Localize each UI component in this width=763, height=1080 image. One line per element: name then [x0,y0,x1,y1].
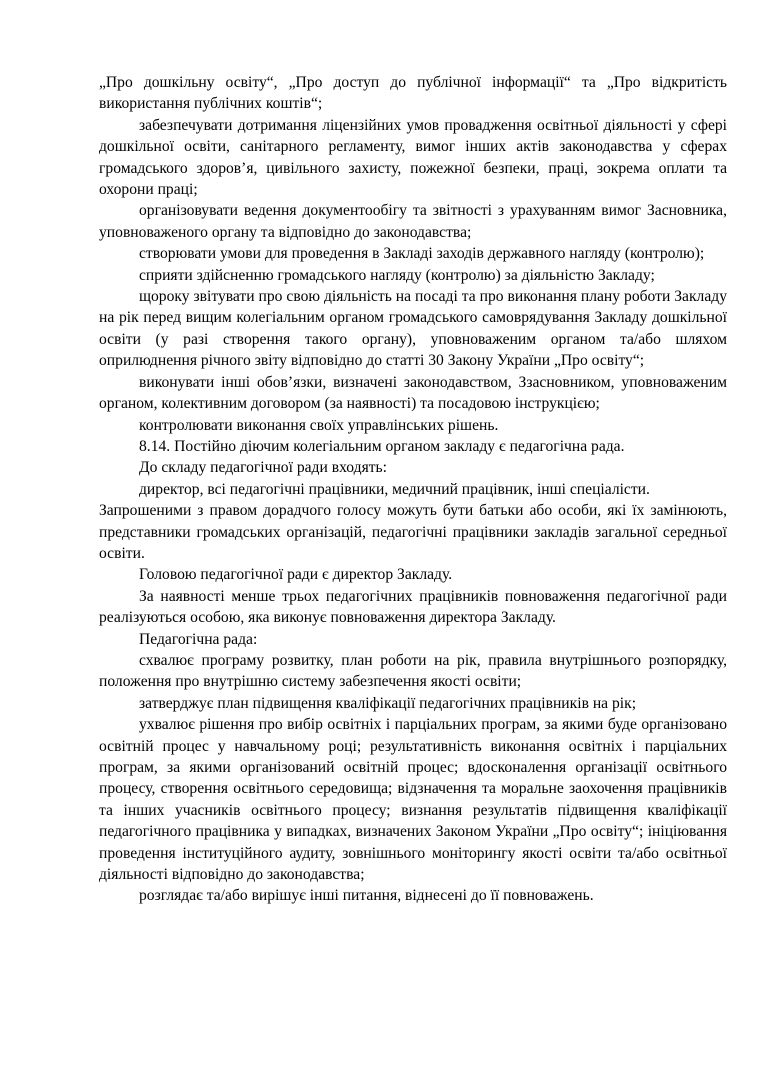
paragraph-decisions-programs: ухвалює рішення про вибір освітніх і парціальних програм, за якими буде організовано освітній процес у навчальному році; результативність виконання освітніх і парціальних програм, за якими організований освітній процес; вдосконалення організації освітнього процесу, створення освітнього середовища; відзначення та моральне заохочення працівників та інших учасників освітнього процесу; визнання результатів підвищення кваліфікації педагогічного працівника у випадках, визначених Законом України „Про освіту“; ініціювання проведення інституційного аудиту, зовнішнього моніторингу якості освіти та/або освітньої діяльності відповідно до законодавства; [99,716,727,884]
paragraph-qualification-plan: затверджує план підвищення кваліфікації педагогічних працівників на рік; [139,694,637,712]
paragraph-licensing-compliance: забезпечувати дотримання ліцензійних умов провадження освітньої діяльності у сфері дошкільної освіти, санітарного регламенту, вимог інших актів законодавства у сферах громадського здоров’я, цивільного захисту, пожежної безпеки, праці, зокрема оплати та охорони праці; [99,116,727,199]
paragraph-advisory-invitees: Запрошеними з правом дорадчого голосу можуть бути батьки або особи, які їх замінюють, представники громадських організацій, педагогічні працівники закладів загальної середньої освіти. [99,502,727,562]
paragraph-document-flow: організовувати ведення документообігу та звітності з урахуванням вимог Засновника, уповноваженого органу та відповідно до законодавства; [99,202,727,241]
paragraph-laws-list-end: „Про дошкільну освіту“, „Про доступ до публічної інформації“ та „Про відкритість використання публічних коштів“; [99,74,727,113]
paragraph-council-members: директор, всі педагогічні працівники, медичний працівник, інші спеціалісти. [139,480,650,498]
paragraph-annual-report: щороку звітувати про свою діяльність на посаді та про виконання плану роботи Закладу на рік перед вищим колегіальним органом громадського самоврядування Закладу дошкільної освіти (у разі створення такого органу), уповноваженим органом та/або шляхом оприлюднення річного звіту відповідно до статті 30 Закону України „Про освіту“; [99,288,727,370]
paragraph-state-supervision: створювати умови для проведення в Закладі заходів державного нагляду (контролю); [139,245,705,263]
paragraph-other-duties: виконувати інші обов’язки, визначені законодавством, Ззасновником, уповноваженим органом, колективним договором (за наявності) та посадовою інструкцією; [99,373,727,413]
paragraph-approves-program: схвалює програму розвитку, план роботи на рік, правила внутрішнього розпорядку, положення про внутрішню систему забезпечення якості освіти; [99,651,727,691]
document-page [99,72,727,907]
paragraph-other-issues: розглядає та/або вирішує інші питання, віднесені до її повноважень. [139,887,594,905]
paragraph-council-chair: Головою педагогічної ради є директор Закладу. [139,566,453,584]
paragraph-section-8-14: 8.14. Постійно діючим колегіальним органом закладу є педагогічна рада. [139,437,625,455]
paragraph-fewer-than-three: За наявності менше трьох педагогічних працівників повноваження педагогічної ради реалізуються особою, яка виконує повноваження директора Закладу. [99,587,727,627]
paragraph-public-oversight: сприяти здійсненню громадського нагляду (контролю) за діяльністю Закладу; [139,266,655,284]
paragraph-council-composition-intro: До складу педагогічної ради входять: [139,459,387,477]
paragraph-council-heading: Педагогічна рада: [139,630,258,648]
paragraph-control-decisions: контролювати виконання своїх управлінських рішень. [139,416,499,434]
